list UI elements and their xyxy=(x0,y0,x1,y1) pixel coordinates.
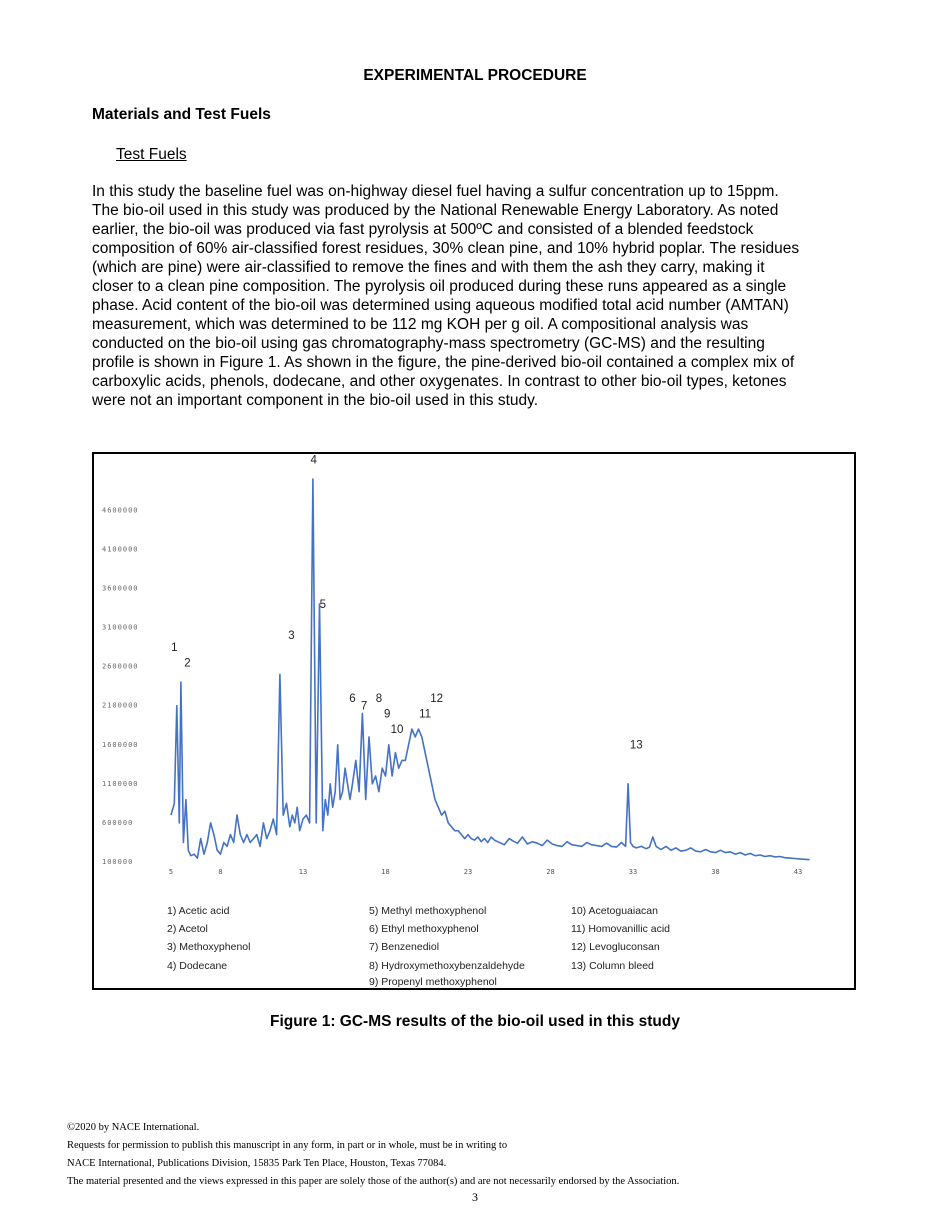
x-tick-label: 38 xyxy=(711,868,720,876)
permission-line: Requests for permission to publish this manuscript in any form, in part or in whole, must be in writing to xyxy=(67,1140,508,1151)
body-line: measurement, which was determined to be 112 mg KOH per g oil. A compositional analysis was xyxy=(92,316,749,333)
y-tick-label: 1600000 xyxy=(102,740,139,749)
body-line: were not an important component in the bio-oil used in this study. xyxy=(92,392,539,409)
body-line: composition of 60% air-classified forest residues, 30% clean pine, and 10% hybrid poplar. The residues xyxy=(92,240,800,257)
legend-item: 12) Levogluconsan xyxy=(571,941,660,953)
body-line: earlier, the bio-oil was produced via fast pyrolysis at 500ºC and consisted of a blended feedstock xyxy=(92,221,754,238)
series-line xyxy=(171,479,810,860)
legend-item: 3) Methoxyphenol xyxy=(167,941,251,953)
peak-label: 9 xyxy=(383,708,391,721)
peak-label: 1 xyxy=(171,641,178,654)
body-line: In this study the baseline fuel was on-highway diesel fuel having a sulfur concentration up to 15ppm. xyxy=(92,183,779,200)
peak-label: 5 xyxy=(319,598,327,611)
peak-label: 7 xyxy=(360,700,368,713)
peak-label: 8 xyxy=(375,692,383,705)
x-tick-label: 18 xyxy=(381,868,390,876)
peak-label: 10 xyxy=(390,724,404,737)
peak-label: 3 xyxy=(288,630,295,643)
legend-item: 1) Acetic acid xyxy=(167,905,230,917)
y-tick-label: 4600000 xyxy=(102,506,139,515)
legend-item: 11) Homovanillic acid xyxy=(571,923,671,935)
peak-label: 6 xyxy=(349,692,356,705)
legend-item: 9) Propenyl methoxyphenol xyxy=(369,976,497,988)
legend-item: 7) Benzenediol xyxy=(369,941,440,953)
legend-item: 2) Acetol xyxy=(167,923,208,935)
legend-item: 5) Methyl methoxyphenol xyxy=(369,905,487,917)
y-tick-label: 100000 xyxy=(102,858,134,866)
body-line: conducted on the bio-oil using gas chromatography-mass spectrometry (GC-MS) and the resulting xyxy=(92,335,765,352)
body-line: closer to a clean pine composition. The pyrolysis oil produced during these runs appeared as a single xyxy=(92,278,787,295)
legend-item: 10) Acetoguaiacan xyxy=(571,905,658,917)
peak-label: 4 xyxy=(310,454,317,467)
body-line: profile is shown in Figure 1. As shown in the figure, the pine-derived bio-oil contained a complex mix of xyxy=(92,354,795,371)
y-tick-label: 3600000 xyxy=(102,584,139,593)
x-tick-label: 43 xyxy=(793,868,803,876)
y-tick-label: 600000 xyxy=(102,818,134,827)
peak-label: 11 xyxy=(419,708,432,721)
section-heading: EXPERIMENTAL PROCEDURE xyxy=(363,67,587,84)
legend-item: 4) Dodecane xyxy=(167,960,228,972)
legend-item: 6) Ethyl methoxyphenol xyxy=(369,923,479,935)
legend-item: 13) Column bleed xyxy=(571,960,654,972)
subsubsection-heading: Test Fuels xyxy=(116,146,187,163)
body-line: phase. Acid content of the bio-oil was determined using aqueous modified total acid number (AMTAN) xyxy=(92,297,789,314)
figure-1 xyxy=(92,452,856,990)
x-tick-label: 33 xyxy=(628,868,638,876)
page-number: 3 xyxy=(472,1190,478,1204)
figure-caption: Figure 1: GC-MS results of the bio-oil used in this study xyxy=(270,1013,680,1030)
body-paragraph xyxy=(92,182,872,410)
body-line: (which are pine) were air-classified to remove the fines and with them the ash they carry, making it xyxy=(92,259,765,276)
y-tick-label: 2100000 xyxy=(102,701,139,710)
disclaimer-line: The material presented and the views expressed in this paper are solely those of the author(s) and are not necessarily endorsed by the Association. xyxy=(67,1176,680,1187)
copyright-line: ©2020 by NACE International. xyxy=(67,1122,200,1133)
y-tick-label: 2600000 xyxy=(102,662,139,671)
legend-item: 8) Hydroxymethoxybenzaldehyde xyxy=(369,960,525,972)
y-tick-label: 3100000 xyxy=(102,623,139,632)
address-line: NACE International, Publications Division, 15835 Park Ten Place, Houston, Texas 77084. xyxy=(67,1158,447,1169)
subsection-heading: Materials and Test Fuels xyxy=(92,106,271,123)
peak-label: 12 xyxy=(430,692,444,705)
body-line: The bio-oil used in this study was produced by the National Renewable Energy Laboratory. As noted xyxy=(92,202,779,219)
x-tick-label: 28 xyxy=(546,868,555,876)
y-tick-label: 4100000 xyxy=(102,545,139,554)
footer xyxy=(67,1119,679,1191)
x-tick-label: 23 xyxy=(463,868,473,876)
x-tick-label: 13 xyxy=(298,868,308,876)
peak-label: 13 xyxy=(629,739,643,752)
x-tick-label: 5 xyxy=(168,868,174,876)
x-tick-label: 8 xyxy=(218,868,223,876)
peak-label: 2 xyxy=(184,657,191,670)
body-line: carboxylic acids, phenols, dodecane, and other oxygenates. In contrast to other bio-oil types, ketones xyxy=(92,373,787,390)
y-tick-label: 1100000 xyxy=(102,779,139,788)
